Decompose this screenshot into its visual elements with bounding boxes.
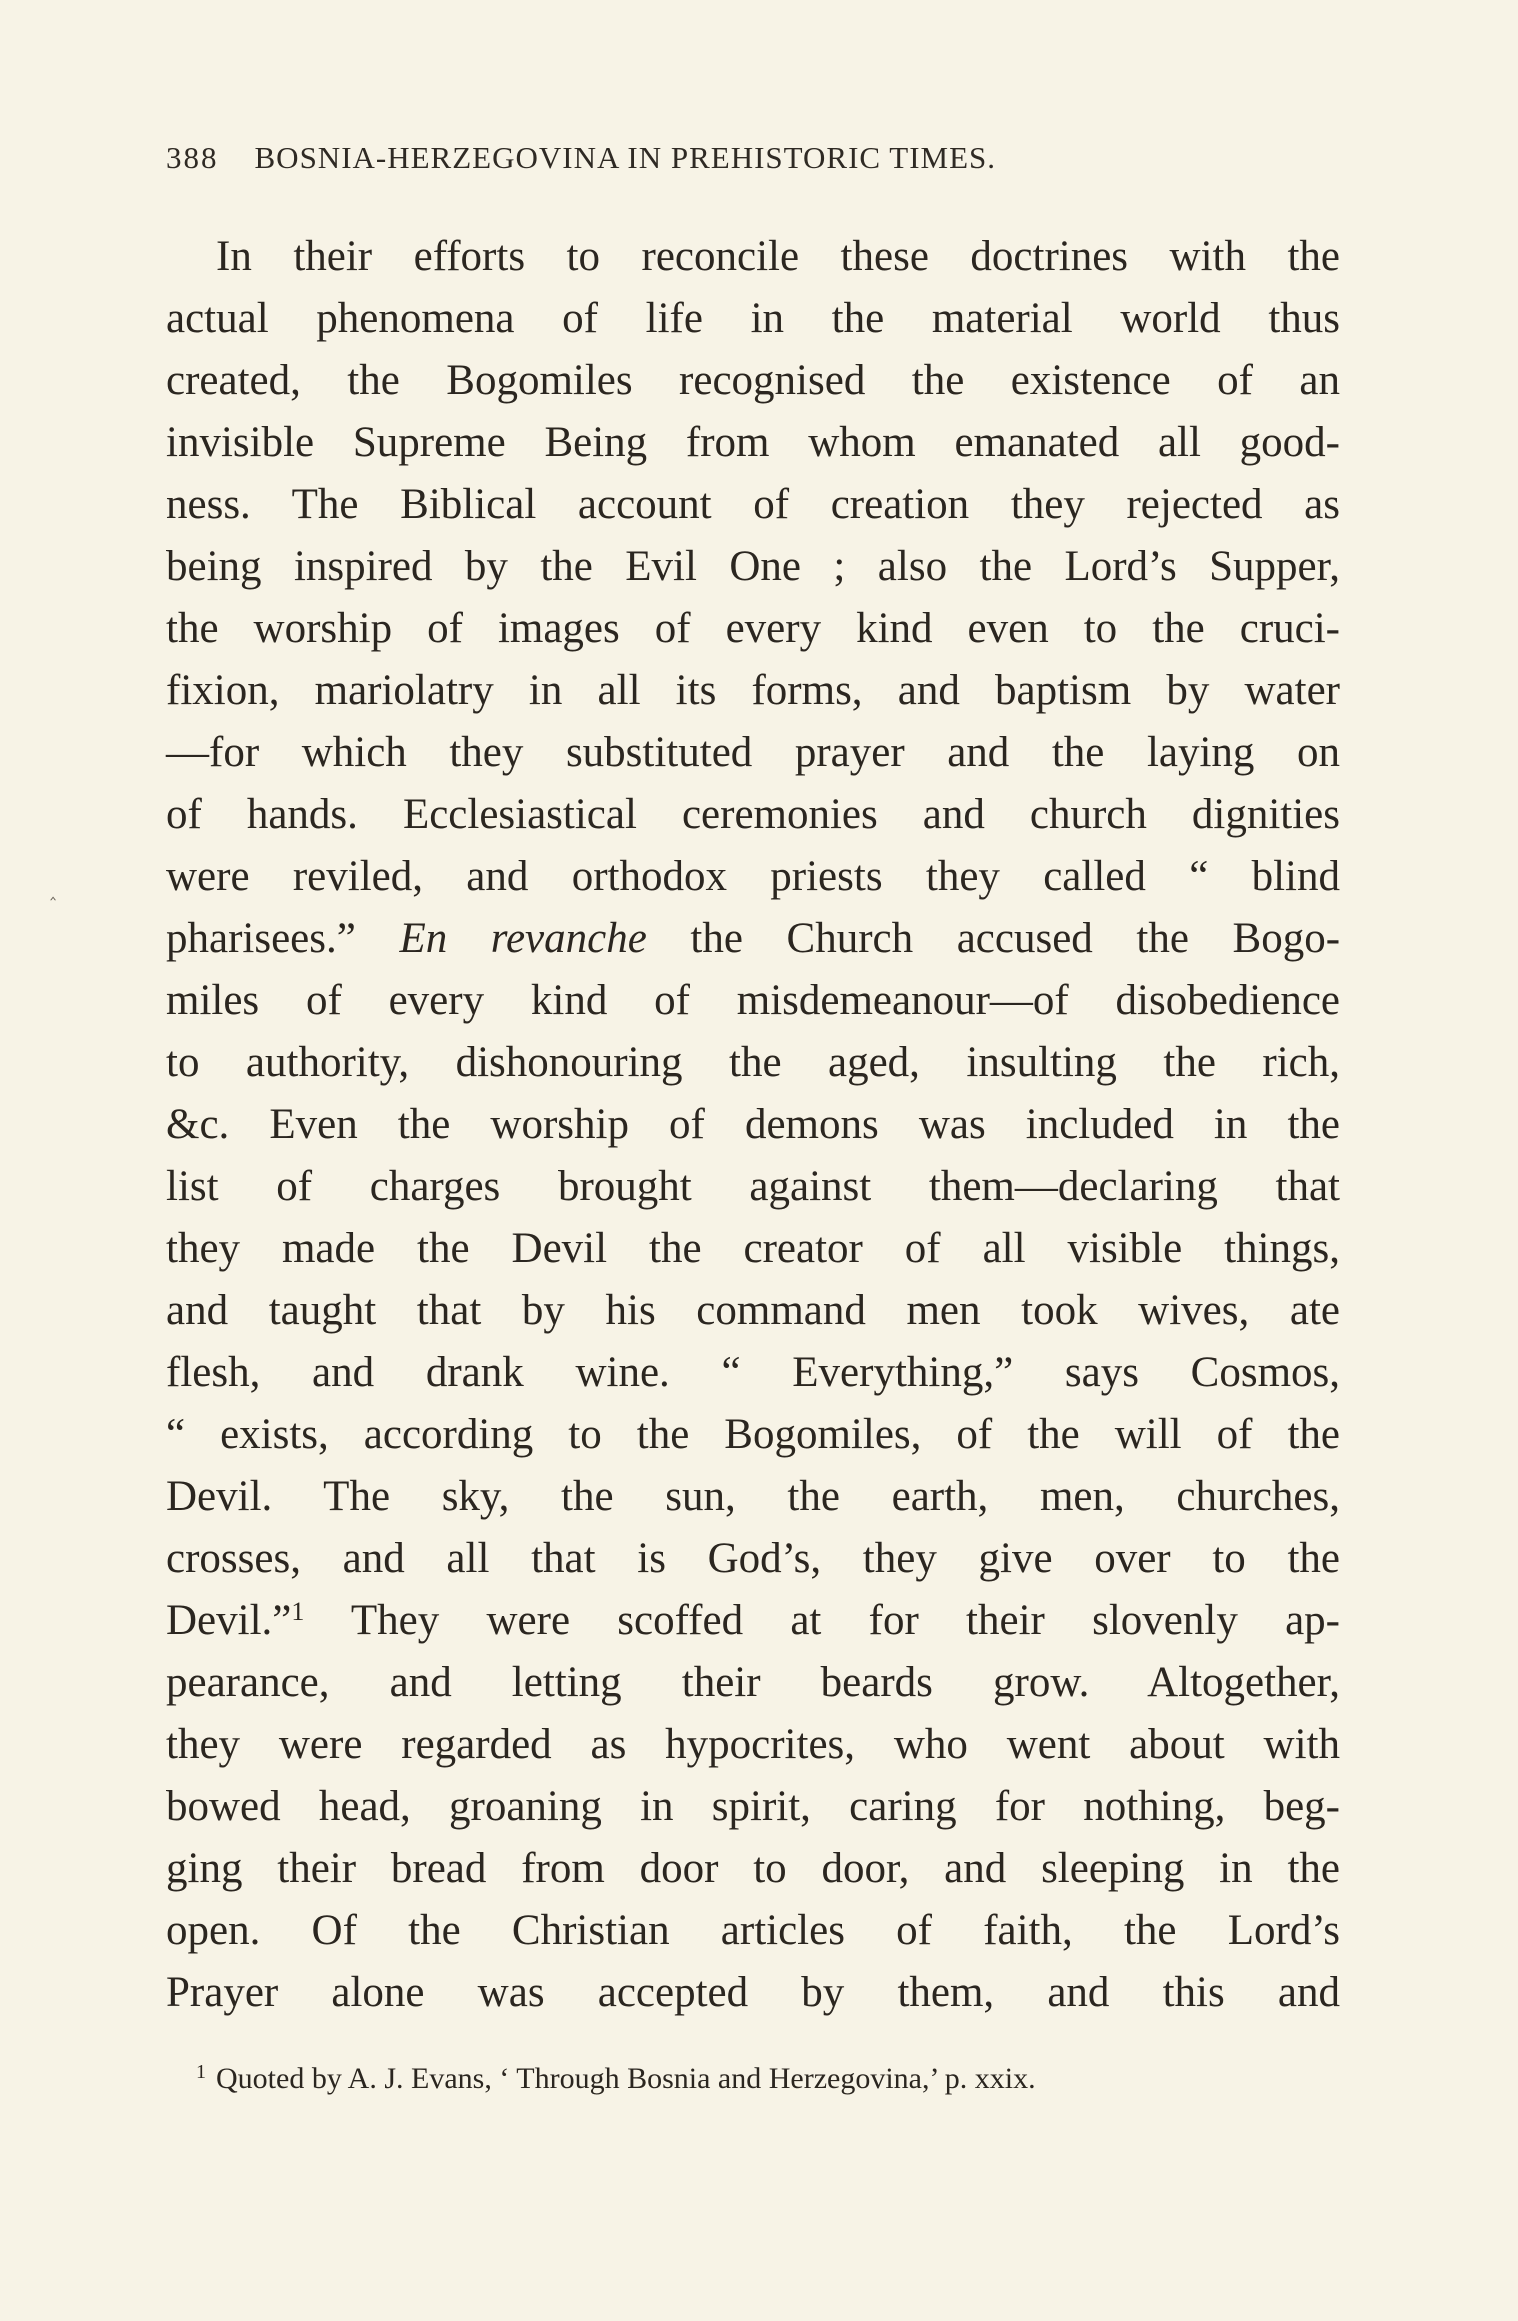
text-line: of hands. Ecclesiastical ceremonies and church dignities	[166, 791, 1340, 838]
text-line: pearance, and letting their beards grow. Altogether,	[166, 1659, 1340, 1706]
text-line: In their efforts to reconcile these doctrines with the	[216, 233, 1340, 280]
page-number: 388	[166, 140, 219, 175]
text-line: bowed head, groaning in spirit, caring for nothing, beg-	[166, 1783, 1340, 1830]
text-line: were reviled, and orthodox priests they called “ blind	[166, 853, 1340, 900]
text-line: actual phenomena of life in the material world thus	[166, 295, 1340, 342]
footnote-reference: 1	[291, 1597, 305, 1626]
text-line: and taught that by his command men took wives, ate	[166, 1287, 1340, 1334]
text-line: fixion, mariolatry in all its forms, and baptism by water	[166, 667, 1340, 714]
text-line: to authority, dishonouring the aged, insulting the rich,	[166, 1039, 1340, 1086]
line-12-end: the Church accused the Bogo-	[690, 915, 1341, 962]
margin-mark: ‸	[50, 880, 57, 900]
text-line: Prayer alone was accepted by them, and this and	[166, 1969, 1340, 2016]
line-23-end: They were scoffed at for their slovenly ap-	[350, 1597, 1340, 1644]
text-line: list of charges brought against them—declaring that	[166, 1163, 1340, 1210]
text-line: open. Of the Christian articles of faith, the Lord’s	[166, 1907, 1340, 1954]
text-line: they made the Devil the creator of all visible things,	[166, 1225, 1340, 1272]
text-line: created, the Bogomiles recognised the existence of an	[166, 357, 1340, 404]
body-text	[166, 226, 1340, 2024]
footnote	[196, 2052, 1306, 2099]
text-line: invisible Supreme Being from whom emanated all good-	[166, 419, 1340, 466]
text-line: miles of every kind of misdemeanour—of disobedience	[166, 977, 1340, 1024]
text-line: —for which they substituted prayer and the laying on	[166, 729, 1340, 776]
footnote-marker: 1	[196, 2061, 206, 2083]
text-line-with-italic	[166, 908, 1340, 970]
text-line: “ exists, according to the Bogomiles, of the will of the	[166, 1411, 1340, 1458]
text-line: ness. The Biblical account of creation they rejected as	[166, 481, 1340, 528]
italic-phrase: En revanche	[399, 915, 647, 962]
line-12-start: pharisees.”	[166, 915, 356, 962]
running-head	[166, 140, 1226, 180]
text-line: &c. Even the worship of demons was included in the	[166, 1101, 1340, 1148]
line-23-start: Devil.”	[166, 1597, 292, 1644]
running-title: BOSNIA-HERZEGOVINA IN PREHISTORIC TIMES.	[254, 140, 997, 175]
text-line: ging their bread from door to door, and sleeping in the	[166, 1845, 1340, 1892]
footnote-text: Quoted by A. J. Evans, ‘ Through Bosnia and Herzegovina,’ p. xxix.	[216, 2062, 1036, 2095]
text-line: Devil. The sky, the sun, the earth, men, churches,	[166, 1473, 1340, 1520]
text-line-with-footnote-ref	[166, 1590, 1340, 1652]
text-line: flesh, and drank wine. “ Everything,” says Cosmos,	[166, 1349, 1340, 1396]
text-line: they were regarded as hypocrites, who went about with	[166, 1721, 1340, 1768]
text-line: crosses, and all that is God’s, they give over to the	[166, 1535, 1340, 1582]
text-line: the worship of images of every kind even to the cruci-	[166, 605, 1340, 652]
text-line: being inspired by the Evil One ; also the Lord’s Supper,	[166, 543, 1340, 590]
